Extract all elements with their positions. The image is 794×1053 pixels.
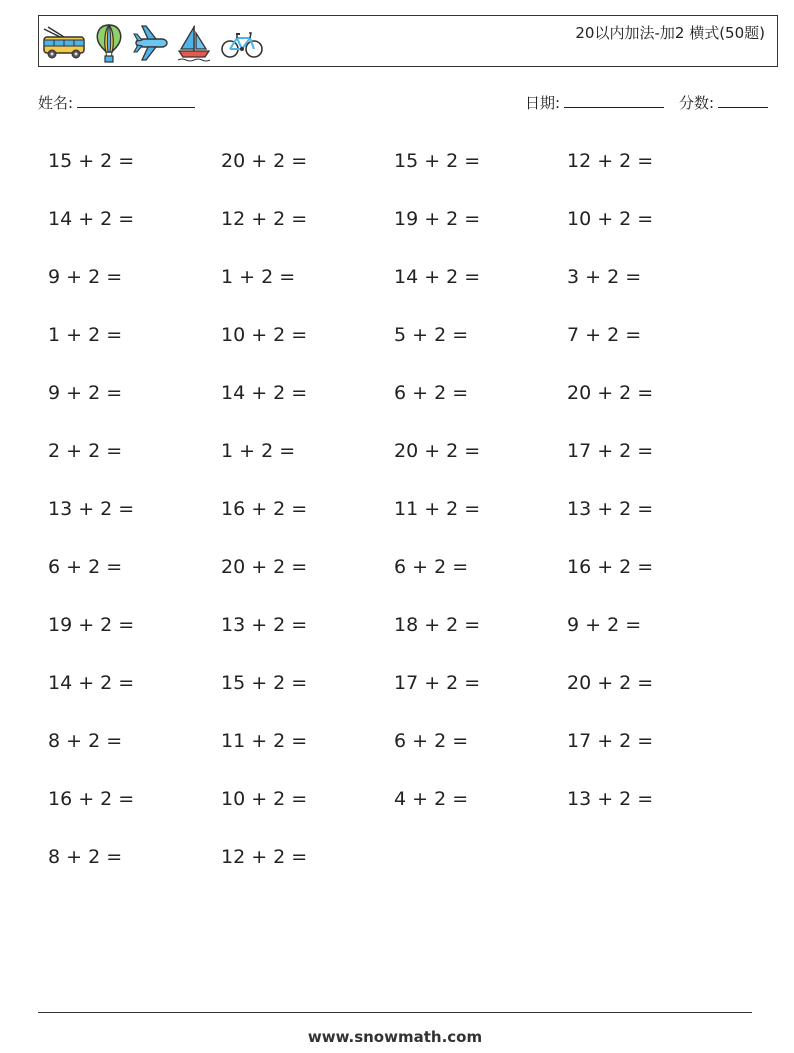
problem-item: 18 + 2 = [394,614,481,636]
date-blank[interactable] [564,92,664,108]
problem-item: 17 + 2 = [567,440,654,462]
problem-item: 10 + 2 = [221,788,308,810]
problem-item: 20 + 2 = [221,150,308,172]
problem-item: 1 + 2 = [221,266,296,288]
problem-item: 1 + 2 = [221,440,296,462]
date-field [525,92,664,113]
problem-item: 4 + 2 = [394,788,469,810]
problem-row [48,612,748,670]
sailboat-icon [176,23,212,63]
score-label: 分数: [679,94,715,112]
problem-row [48,322,748,380]
problem-item: 10 + 2 = [221,324,308,346]
problem-row [48,380,748,438]
problem-row [48,554,748,612]
problem-item: 14 + 2 = [48,672,135,694]
problem-item: 3 + 2 = [567,266,642,288]
problem-item: 6 + 2 = [394,730,469,752]
score-field [679,92,768,113]
problem-item: 14 + 2 = [221,382,308,404]
problem-item: 16 + 2 = [48,788,135,810]
problem-item: 16 + 2 = [567,556,654,578]
trolleybus-icon [42,25,86,61]
date-label: 日期: [525,94,561,112]
problem-item: 12 + 2 = [221,208,308,230]
airplane-icon [132,23,168,63]
problem-item: 9 + 2 = [48,266,123,288]
name-blank[interactable] [77,92,195,108]
worksheet-title: 20以内加法-加2 横式(50题) [575,24,765,42]
header-icons [42,22,264,64]
problem-row [48,264,748,322]
problem-row [48,786,748,844]
problem-item: 17 + 2 = [394,672,481,694]
problem-item: 12 + 2 = [567,150,654,172]
problem-item: 6 + 2 = [48,556,123,578]
problem-item: 8 + 2 = [48,730,123,752]
problem-item: 19 + 2 = [394,208,481,230]
problem-item: 16 + 2 = [221,498,308,520]
worksheet-header [38,15,778,67]
problem-item: 15 + 2 = [221,672,308,694]
problem-item: 13 + 2 = [567,498,654,520]
problem-item: 13 + 2 = [567,788,654,810]
problem-grid [48,148,748,902]
footer-divider [38,1012,752,1013]
problem-item: 1 + 2 = [48,324,123,346]
problem-item: 2 + 2 = [48,440,123,462]
problem-item: 6 + 2 = [394,382,469,404]
problem-item: 20 + 2 = [567,672,654,694]
problem-item: 13 + 2 = [48,498,135,520]
name-field [38,92,195,113]
score-blank[interactable] [718,92,768,108]
problem-row [48,728,748,786]
problem-item: 20 + 2 = [221,556,308,578]
problem-item: 14 + 2 = [48,208,135,230]
problem-item: 20 + 2 = [394,440,481,462]
problem-item: 13 + 2 = [221,614,308,636]
problem-item: 9 + 2 = [567,614,642,636]
problem-row [48,438,748,496]
problem-row [48,206,748,264]
name-label: 姓名: [38,94,74,112]
problem-item: 19 + 2 = [48,614,135,636]
problem-item: 20 + 2 = [567,382,654,404]
problem-item: 10 + 2 = [567,208,654,230]
problem-row [48,148,748,206]
problem-item: 14 + 2 = [394,266,481,288]
problem-item: 17 + 2 = [567,730,654,752]
problem-item: 7 + 2 = [567,324,642,346]
problem-item: 5 + 2 = [394,324,469,346]
hot-air-balloon-icon [94,23,124,63]
bicycle-icon [220,25,264,61]
footer-url: www.snowmath.com [307,1028,483,1046]
problem-item: 9 + 2 = [48,382,123,404]
problem-item: 15 + 2 = [394,150,481,172]
problem-item: 6 + 2 = [394,556,469,578]
problem-item: 15 + 2 = [48,150,135,172]
problem-item: 12 + 2 = [221,846,308,868]
problem-row [48,496,748,554]
problem-item: 11 + 2 = [221,730,308,752]
problem-item: 11 + 2 = [394,498,481,520]
problem-row [48,670,748,728]
problem-item: 8 + 2 = [48,846,123,868]
problem-row [48,844,748,902]
